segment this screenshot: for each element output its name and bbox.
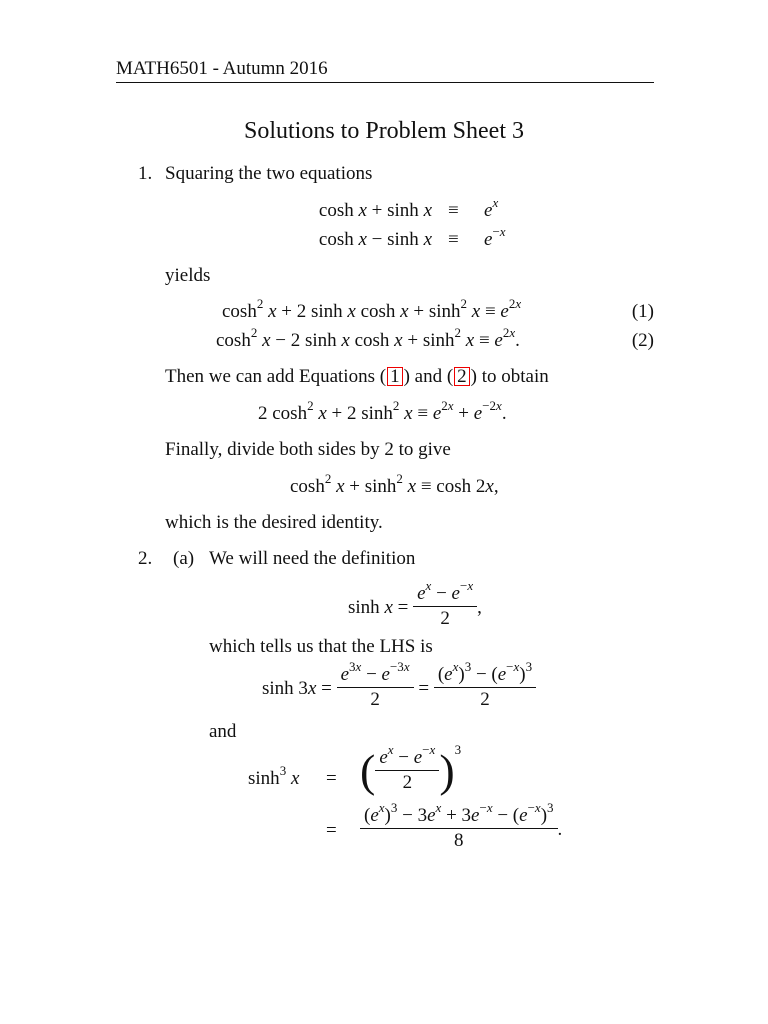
course-header: MATH6501 - Autumn 2016 — [116, 58, 328, 79]
equation-2-link[interactable]: 2 — [454, 367, 470, 386]
page-title: Solutions to Problem Sheet 3 — [243, 118, 524, 144]
equation-b-lhs: cosh x − sinh x — [318, 229, 432, 250]
equation-a-rhs: $e^x$ — [484, 195, 499, 221]
problem-1-number: 1. — [138, 163, 153, 184]
sinh-3x-equation: sinh 3x = $\frac{e^{3x} - e^{-3x}}{2}$ = $\frac{(e^x)^3 - (e^{-x})^3}{2}$ — [262, 665, 536, 714]
equation-1-number: (1) — [631, 301, 654, 322]
problem-2-part-a: (a) — [173, 548, 195, 569]
sinh-cubed-eq-2: = — [326, 820, 337, 841]
sinh-cubed-rhs-2: $\frac{(e^x)^3 - 3e^x + 3e^{-x} - (e^{-x})^3}{8}$ . — [360, 806, 562, 855]
equation-1: $\cosh^2 x + 2$ sinh x $\cosh x + \sinh^2 x \equiv e^{2x}$ — [222, 296, 522, 322]
conclusion-text: which is the desired identity. — [165, 512, 383, 533]
sinh-cubed-lhs: $\sinh^3 x$ — [248, 763, 300, 789]
header-rule — [116, 82, 654, 83]
problem-1-intro: Squaring the two equations — [165, 163, 373, 184]
finally-text: Finally, divide both sides by 2 to give — [165, 439, 451, 460]
add-equations-text: Then we can add Equations ( 1 ) and ( 2 ) to obtain — [165, 366, 549, 387]
equation-2: $\cosh^2 x - 2$ sinh x $\cosh x + \sinh^2 x \equiv e^{2x}$. — [216, 325, 520, 351]
sinh-definition: sinh x = $\frac{e^x - e^{-x}}{2}$ , — [348, 578, 482, 629]
problem-2-intro: We will need the definition — [209, 548, 416, 569]
problem-2-number: 2. — [138, 548, 153, 569]
equation-1-link[interactable]: 1 — [387, 367, 403, 386]
yields-text: yields — [165, 265, 211, 286]
identity-equation: $\cosh^2 x + \sinh^2 x \equiv \cosh 2x$, — [290, 471, 499, 497]
equation-b-rhs: $e^{-x}$ — [484, 224, 506, 250]
sinh-cubed-rhs-1: ( $\frac{e^x - e^{-x}}{2}$ )$^3$ — [360, 742, 462, 796]
equation-b-relation: ≡ — [448, 229, 459, 250]
sinh-cubed-eq-1: = — [326, 768, 337, 789]
lhs-text: which tells us that the LHS is — [209, 636, 433, 657]
equation-2-number: (2) — [631, 330, 654, 351]
sum-equation: 2 $\cosh^2 x + 2$ $\sinh^2 x \equiv e^{2x} + e^{-2x}$. — [258, 398, 507, 424]
equation-a-lhs: cosh x + sinh x — [318, 200, 432, 221]
equation-a-relation: ≡ — [448, 200, 459, 221]
and-text: and — [209, 721, 237, 742]
